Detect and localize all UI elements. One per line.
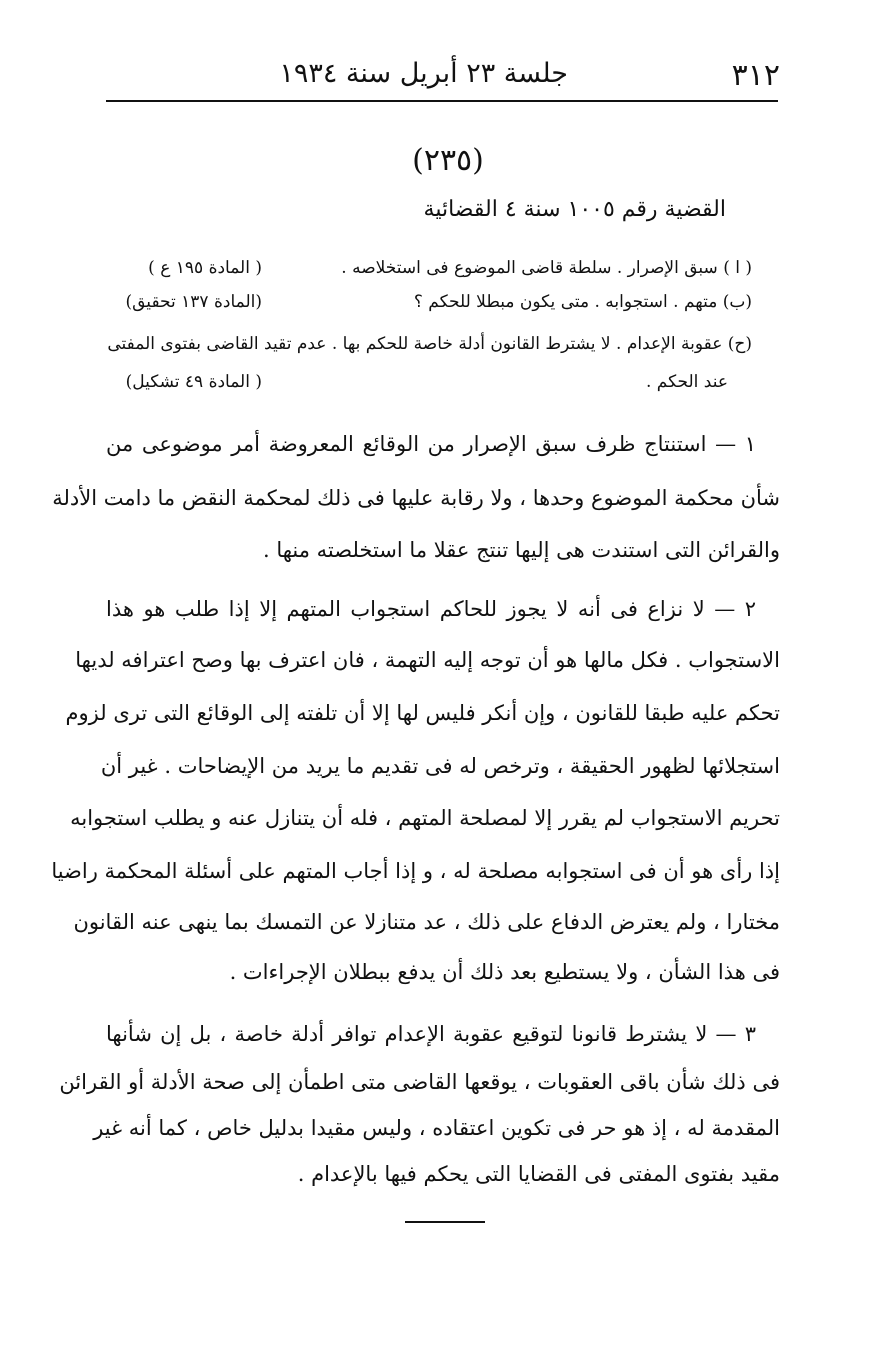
running-head: جلسة ٢٣ أبريل سنة ١٩٣٤	[279, 58, 568, 89]
page-number: ٣١٢	[731, 58, 780, 93]
paragraph-2-line: استجلائها لظهور الحقيقة ، وترخص له فى تقديم ما يريد من الإيضاحات . غير أن	[100, 754, 780, 778]
header-rule	[106, 100, 778, 102]
paragraph-1-line: ١ — استنتاج ظرف سبق الإصرار من الوقائع المعروضة أمر موضوعى من	[106, 432, 756, 456]
headnote-b-ref: (المادة ١٣٧ تحقيق)	[125, 292, 262, 312]
paragraph-3-line: مقيد بفتوى المفتى فى القضايا التى يحكم فيها بالإعدام .	[297, 1162, 780, 1186]
headnote-c-ref: ( المادة ٤٩ تشكيل)	[125, 372, 262, 392]
headnote-a: ( ا ) سبق الإصرار . سلطة قاضى الموضوع فى استخلاصه .	[341, 258, 752, 278]
paragraph-2-line: إذا رأى هو أن فى استجوابه مصلحة له ، و إذا أجاب المتهم على أسئلة المحكمة راضيا	[51, 859, 780, 883]
paragraph-3-line: ٣ — لا يشترط قانونا لتوقيع عقوبة الإعدام توافر أدلة خاصة ، بل إن شأنها	[106, 1022, 756, 1046]
paragraph-1-line: والقرائن التى استندت هى إليها تنتج عقلا ما استخلصته منها .	[262, 538, 780, 562]
paragraph-3-line: المقدمة له ، إذ هو حر فى تكوين اعتقاده ، وليس مقيدا بدليل خاص ، كما أنه غير	[93, 1116, 780, 1140]
headnote-c-cont: عند الحكم .	[646, 372, 728, 392]
end-rule	[405, 1221, 485, 1223]
paragraph-2-line: تحكم عليه طبقا للقانون ، وإن أنكر فليس لها إلا أن تلفته إلى الوقائع التى ترى لزوم	[65, 701, 780, 725]
headnote-b: (ب) متهم . استجوابه . متى يكون مبطلا للحكم ؟	[413, 292, 752, 312]
case-title: القضية رقم ١٠٠٥ سنة ٤ القضائية	[423, 197, 726, 222]
paragraph-2-line: فى هذا الشأن ، ولا يستطيع بعد ذلك أن يدفع ببطلان الإجراءات .	[229, 960, 780, 984]
paragraph-3-line: فى ذلك شأن باقى العقوبات ، يوقعها القاضى متى اطمأن إلى صحة الأدلة أو القرائن	[59, 1070, 780, 1094]
paragraph-1-line: شأن محكمة الموضوع وحدها ، ولا رقابة عليها فى ذلك لمحكمة النقض ما دامت الأدلة	[52, 486, 780, 510]
paragraph-2-line: ٢ — لا نزاع فى أنه لا يجوز للحاكم استجواب المتهم إلا إذا طلب هو هذا	[106, 597, 756, 621]
paragraph-2-line: مختارا ، ولم يعترض الدفاع على ذلك ، عد متنازلا عن التمسك بما ينهى عنه القانون	[73, 910, 780, 934]
paragraph-2-line: الاستجواب . فكل مالها هو أن توجه إليه التهمة ، فان اعترف بها وصح اعترافه لديها	[75, 648, 780, 672]
headnote-a-ref: ( المادة ١٩٥ ع )	[148, 258, 262, 278]
headnote-c: (ح) عقوبة الإعدام . لا يشترط القانون أدلة خاصة للحكم بها . عدم تقيد القاضى بفتوى المفتى	[107, 334, 752, 354]
case-number: (٢٣٥)	[412, 143, 484, 178]
paragraph-2-line: تحريم الاستجواب لم يقرر إلا لمصلحة المتهم ، فله أن يتنازل عنه و يطلب استجوابه	[70, 806, 780, 830]
